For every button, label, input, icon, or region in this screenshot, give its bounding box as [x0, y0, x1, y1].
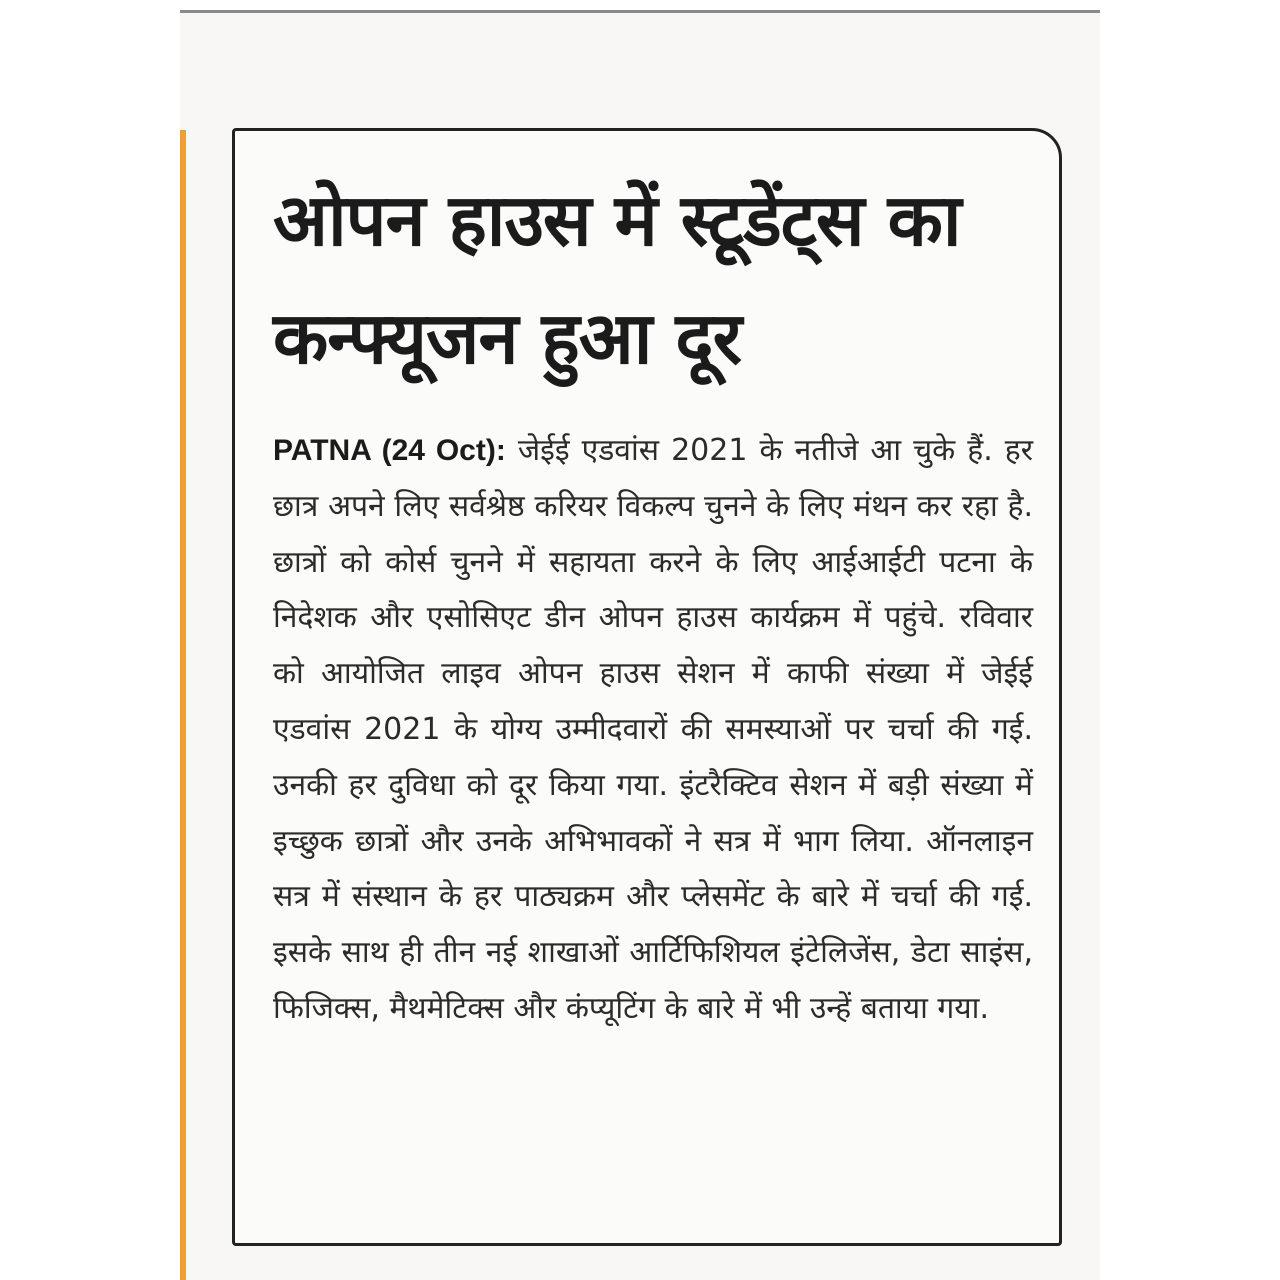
- section-accent-bar: [180, 130, 186, 1280]
- article-box: [232, 128, 1062, 1246]
- article-headline: ओपन हाउस में स्टूडेंट्स का कन्फ्यूजन हुआ दूर: [273, 178, 961, 380]
- article-body-text: जेईई एडवांस 2021 के नतीजे आ चुके हैं. हर छात्र अपने लिए सर्वश्रेष्ठ करियर विकल्प चुनने के लिए मंथन कर रहा है. छात्रों को कोर्स चुनने में सहायता करने के लिए आईआईटी पटना के निदेशक और एसोसिएट डीन ओपन हाउस कार्यक्रम में पहुंचे. रविवार को आयोजित लाइव ओपन हाउस सेशन में काफी संख्या में जेईई एडवांस 2021 के योग्य उम्मीदवारों की समस्याओं पर चर्चा की गई. उनकी हर दुविधा को दूर किया गया. इंटरैक्टिव सेशन में बड़ी संख्या में इच्छुक छात्रों और उनके अभिभावकों ने सत्र में भाग लिया. ऑनलाइन सत्र में संस्थान के हर पाठ्यक्रम और प्लेसमेंट के बारे में चर्चा की गई. इसके साथ ही तीन नई शाखाओं आर्टिफिशियल इंटेलिजेंस, डेटा साइंस, फिजिक्स, मैथमेटिक्स और कंप्यूटिंग के बारे में भी उन्हें बताया गया.: [273, 433, 1033, 1026]
- article-dateline: PATNA (24 Oct):: [273, 434, 506, 467]
- article-body: [273, 423, 1033, 1037]
- top-divider: [180, 10, 1100, 13]
